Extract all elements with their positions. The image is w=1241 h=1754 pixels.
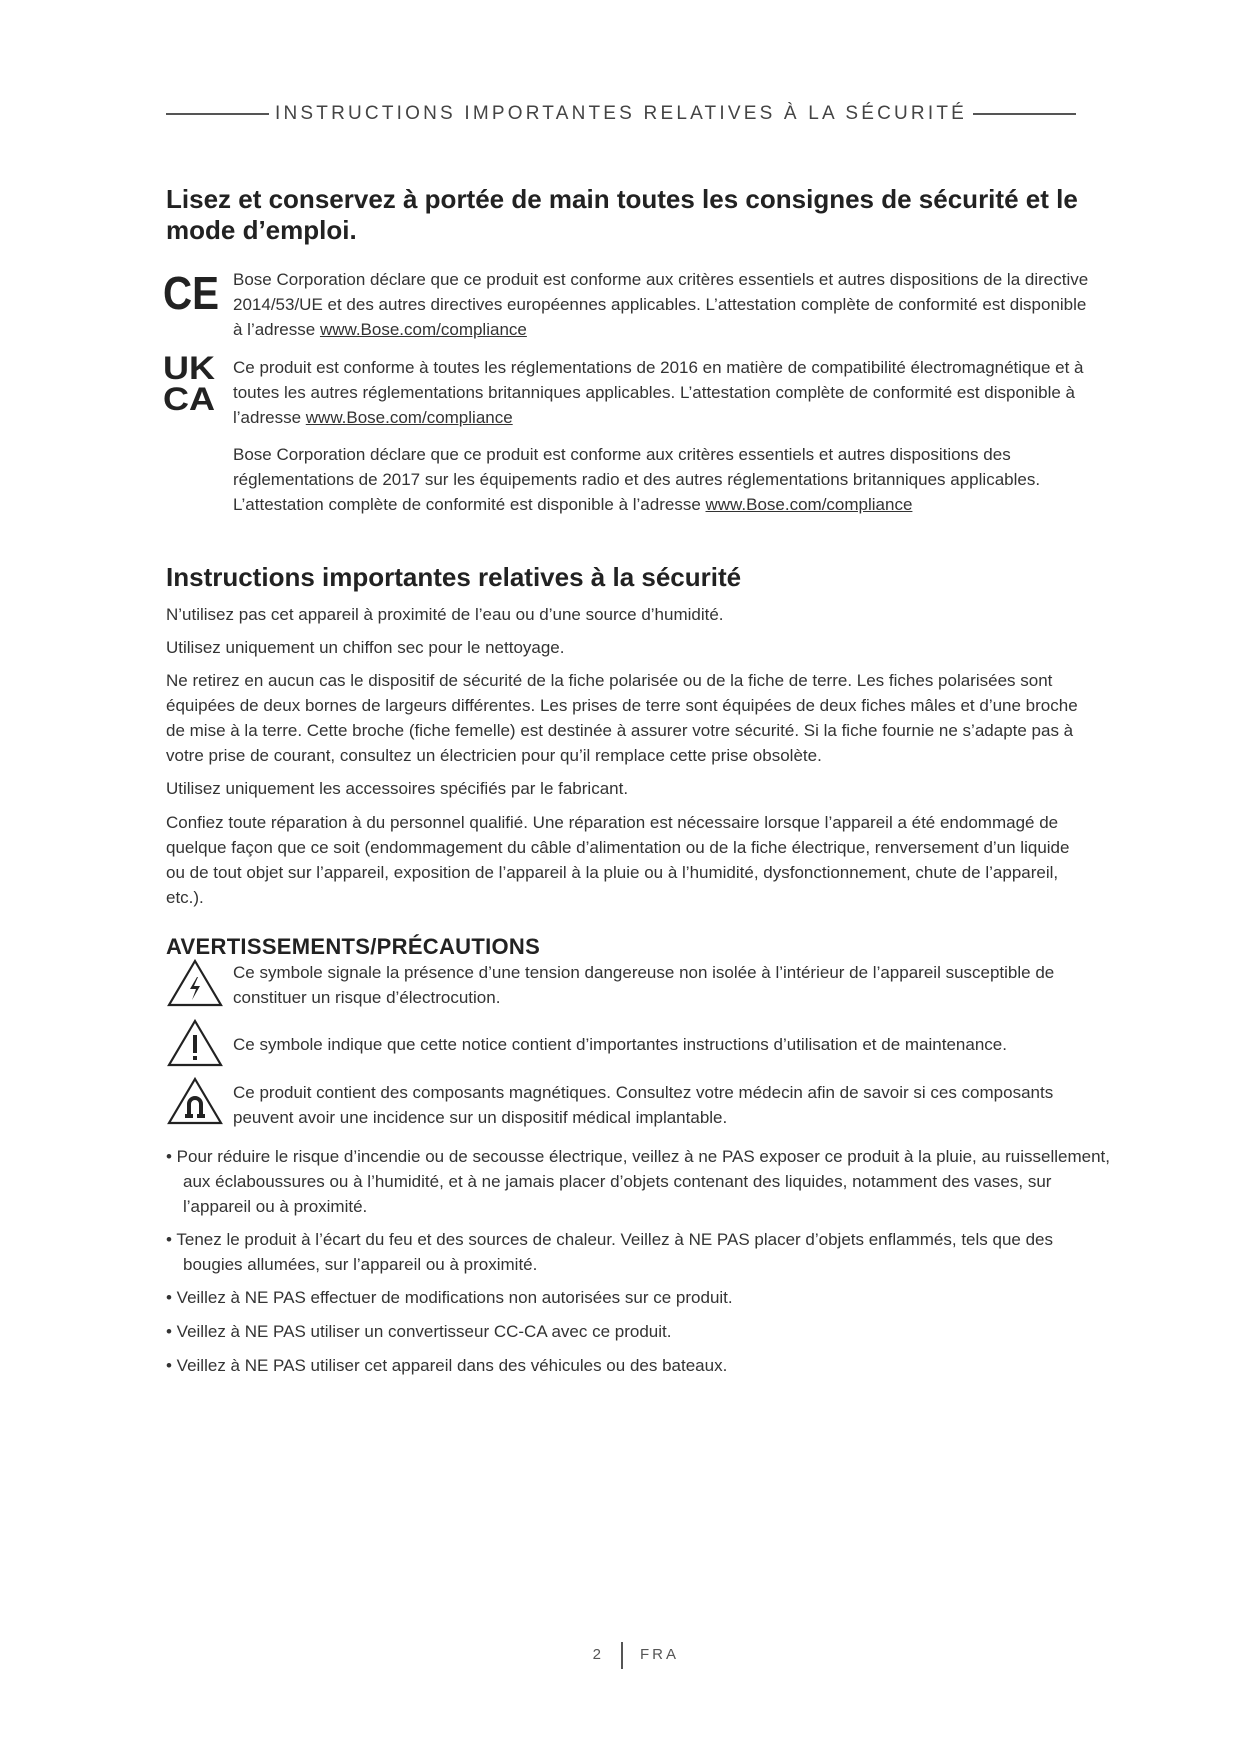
ce-mark-icon	[163, 270, 221, 314]
ukca-mark-top: UK	[163, 352, 215, 386]
warning-bullet: • Veillez à NE PAS utiliser un convertisseur CC-CA avec ce produit.	[166, 1322, 672, 1341]
safety-paragraph: Utilisez uniquement les accessoires spécifiés par le fabricant.	[166, 779, 629, 798]
lightning-warning-text: Ce symbole signale la présence d’une tension dangereuse non isolée à l’intérieur de l’appareil susceptible de constituer un risque d’électrocution.	[233, 963, 1055, 1007]
intro-heading: Lisez et conservez à portée de main toutes les consignes de sécurité et le mode d’emploi.	[166, 184, 1078, 245]
ce-compliance-body: Bose Corporation déclare que ce produit est conforme aux critères essentiels et autres dispositions de la directive 2014/53/UE et des autres directives européennes applicables. L’attestation complète de conformité est disponible à l’adresse	[233, 270, 1089, 339]
radio-compliance-text	[233, 442, 1093, 517]
magnet-warning-icon	[166, 1076, 224, 1126]
ukca-mark-icon	[163, 352, 219, 414]
page-footer	[0, 1642, 1241, 1672]
safety-paragraph: N’utilisez pas cet appareil à proximité de l’eau ou d’une source d’humidité.	[166, 605, 724, 624]
safety-paragraph: Utilisez uniquement un chiffon sec pour le nettoyage.	[166, 638, 565, 657]
radio-compliance-body: Bose Corporation déclare que ce produit est conforme aux critères essentiels et autres dispositions des réglementations de 2017 sur les équipements radio et des autres réglementations britanniques applicables. L’attestation complète de conformité est disponible à l’adresse	[233, 445, 1041, 514]
lightning-warning-icon	[166, 958, 224, 1008]
exclamation-warning-icon	[166, 1018, 224, 1068]
warning-bullet: • Veillez à NE PAS utiliser cet appareil dans des véhicules ou des bateaux.	[166, 1356, 728, 1375]
exclamation-warning-text: Ce symbole indique que cette notice contient d’importantes instructions d’utilisation et de maintenance.	[233, 1035, 1007, 1054]
safety-paragraph: Confiez toute réparation à du personnel qualifié. Une réparation est nécessaire lorsque l’appareil a été endommagé de quelque façon que ce soit (endommagement du câble d’alimentation ou de la fiche électrique, renversement d’un liquide ou de tout objet sur l’appareil, exposition de l’appareil à la pluie ou à l’humidité, dysfonctionnement, chute de l’appareil, etc.).	[166, 813, 1070, 907]
ukca-compliance-text	[233, 355, 1093, 430]
magnet-warning-text: Ce produit contient des composants magnétiques. Consultez votre médecin afin de savoir si ces composants peuvent avoir une incidence sur un dispositif médical implantable.	[233, 1083, 1054, 1127]
page-header	[166, 103, 1076, 125]
ce-mark-text: CE	[163, 270, 219, 314]
header-title: INSTRUCTIONS IMPORTANTES RELATIVES À LA SÉCURITÉ	[274, 103, 968, 124]
warning-bullet: • Veillez à NE PAS effectuer de modifications non autorisées sur ce produit.	[166, 1288, 733, 1307]
ce-compliance-text	[233, 267, 1093, 342]
warning-bullet: • Pour réduire le risque d’incendie ou de secousse électrique, veillez à ne PAS exposer ce produit à la pluie, au ruissellement, aux éclaboussures ou à l’humidité, et à ne jamais placer d’objets contenant des liquides, notamment des vases, sur l’appareil ou à proximité.	[166, 1147, 1111, 1216]
page-number: 2	[592, 1646, 603, 1663]
radio-compliance-link[interactable]: www.Bose.com/compliance	[705, 495, 913, 514]
safety-paragraph: Ne retirez en aucun cas le dispositif de sécurité de la fiche polarisée ou de la fiche de terre. Les fiches polarisées sont équipées de deux bornes de largeurs différentes. Les prises de terre sont équipées de deux fiches mâles et d’une broche de mise à la terre. Cette broche (fiche femelle) est destinée à assurer votre sécurité. Si la fiche fournie ne s’adapte pas à votre prise de courant, consultez un électricien pour qu’il remplace cette prise obsolète.	[166, 671, 1078, 765]
footer-separator	[621, 1642, 623, 1669]
header-rule-left	[166, 113, 269, 115]
header-rule-right	[973, 113, 1076, 115]
ukca-compliance-body: Ce produit est conforme à toutes les réglementations de 2016 en matière de compatibilité électromagnétique et à toutes les autres réglementations britanniques applicables. L’attestation complète de conformité est disponible à l’adresse	[233, 358, 1084, 427]
warnings-heading: AVERTISSEMENTS/PRÉCAUTIONS	[166, 934, 541, 959]
warning-bullet: • Tenez le produit à l’écart du feu et des sources de chaleur. Veillez à NE PAS placer d’objets enflammés, tels que des bougies allumées, sur l’appareil ou à proximité.	[166, 1230, 1053, 1274]
ukca-compliance-link[interactable]: www.Bose.com/compliance	[305, 408, 513, 427]
ce-compliance-link[interactable]: www.Bose.com/compliance	[319, 320, 527, 339]
ukca-mark-bottom: CA	[163, 381, 215, 414]
language-code: FRA	[640, 1646, 679, 1663]
safety-heading: Instructions importantes relatives à la sécurité	[166, 562, 742, 592]
